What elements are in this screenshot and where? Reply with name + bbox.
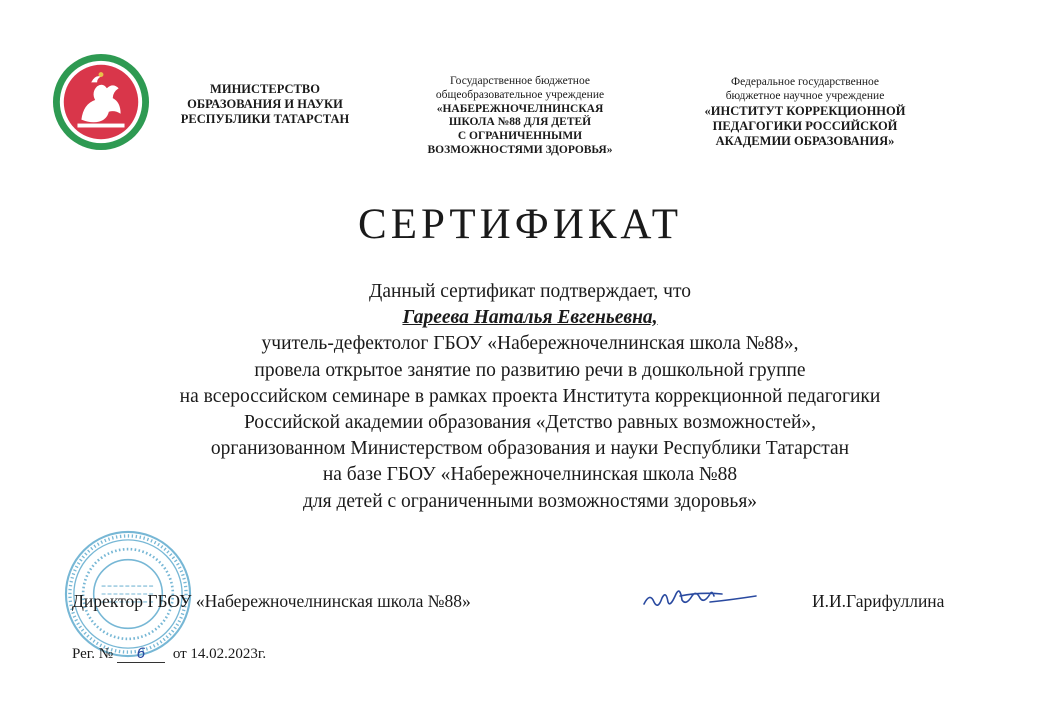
body-line: на всероссийском семинаре в рамках проекта Института коррекционной педагогики xyxy=(179,385,881,407)
school-name: Государственное бюджетное общеобразовательное учреждение «НАБЕРЕЖНОЧЕЛНИНСКАЯ ШКОЛА №88 ДЛЯ ДЕТЕЙ С ОГРАНИЧЕННЫМИ ВОЗМОЖНОСТЯМИ ЗДОРОВЬЯ» xyxy=(427,75,613,156)
director-name: И.И.Гарифуллина xyxy=(812,591,945,611)
body-line: учитель-дефектолог ГБОУ «Набережночелнинская школа №88», xyxy=(261,333,799,355)
signature-icon xyxy=(640,580,760,616)
certificate-body xyxy=(40,279,1020,515)
reg-number: 6 xyxy=(117,646,165,663)
reg-date: от 14.02.2023г. xyxy=(172,646,267,662)
recipient-name: Гареева Наталья Евгеньевна, xyxy=(402,307,658,329)
body-line: на базе ГБОУ «Набережночелнинская школа №88 xyxy=(322,464,738,486)
reg-prefix: Рег. № xyxy=(72,646,114,662)
ministry-name: МИНИСТЕРСТВО ОБРАЗОВАНИЯ И НАУКИ РЕСПУБЛИКИ ТАТАРСТАН xyxy=(180,82,350,126)
institute-name: Федеральное государственное бюджетное научное учреждение «ИНСТИТУТ КОРРЕКЦИОННОЙ ПЕДАГОГИКИ РОССИЙСКОЙ АКАДЕМИИ ОБРАЗОВАНИЯ» xyxy=(704,76,906,148)
tatarstan-emblem-icon xyxy=(52,53,150,151)
intro-line: Данный сертификат подтверждает, что xyxy=(369,281,691,302)
body-line: Российской академии образования «Детство равных возможностей», xyxy=(243,412,817,434)
body-line: организованном Министерством образования и науки Республики Татарстан xyxy=(210,438,850,460)
body-line: для детей с ограниченными возможностями здоровья» xyxy=(302,490,758,512)
certificate-title: СЕРТИФИКАТ xyxy=(358,201,682,248)
body-line: провела открытое занятие по развитию речи в дошкольной группе xyxy=(254,359,806,381)
director-label: Директор ГБОУ «Набережночелнинская школа №88» xyxy=(72,591,471,611)
registration-line xyxy=(72,646,266,663)
